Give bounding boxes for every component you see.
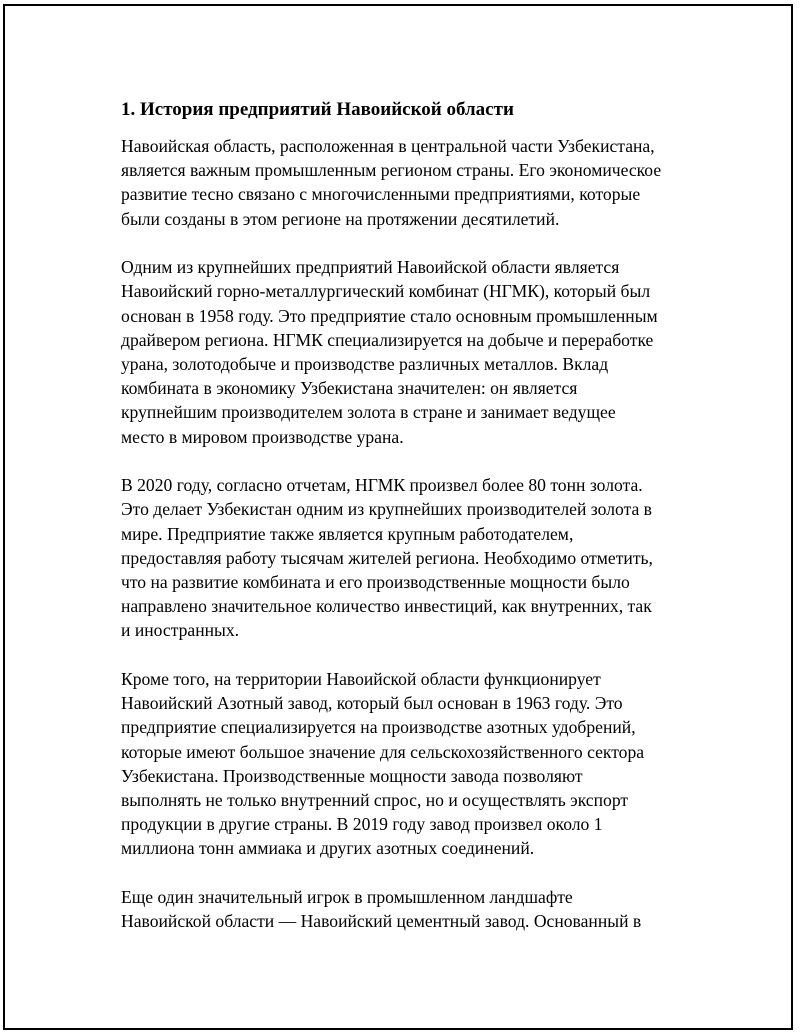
text-line: Навоийской области — Навоийский цементный завод. Основанный в: [121, 911, 642, 932]
text-line: комбината в экономику Узбекистана значителен: он является: [121, 378, 578, 399]
text-line: мире. Предприятие также является крупным работодателем,: [121, 523, 574, 544]
text-line: Это делает Узбекистан одним из крупнейших производителей золота в: [121, 499, 652, 520]
text-line: что на развитие комбината и его производственные мощности было: [121, 572, 630, 593]
text-line: Узбекистана. Производственные мощности завода позволяют: [121, 765, 583, 786]
text-line: является важным промышленным регионом страны. Его экономическое: [121, 160, 662, 181]
text-line: направлено значительное количество инвестиций, как внутренних, так: [121, 596, 652, 617]
page-frame: [3, 4, 793, 1030]
paragraph-2: [121, 255, 701, 449]
text-line: предоставляя работу тысячам жителей региона. Необходимо отметить,: [121, 547, 653, 568]
section-heading: 1. История предприятий Навоийской области: [121, 99, 514, 120]
text-line: и иностранных.: [121, 620, 240, 641]
text-line: основан в 1958 году. Это предприятие стало основным промышленным: [121, 305, 658, 326]
text-line: развитие тесно связано с многочисленными предприятиями, которые: [121, 184, 641, 205]
text-line: место в мировом производстве урана.: [121, 426, 404, 447]
document-body: [121, 98, 701, 958]
text-line: Кроме того, на территории Навоийской области функционирует: [121, 669, 601, 690]
text-line: Навоийский Азотный завод, который был основан в 1963 году. Это: [121, 693, 623, 714]
paragraph-5: [121, 885, 701, 933]
text-line: миллиона тонн аммиака и других азотных соединений.: [121, 838, 535, 859]
text-line: Еще один значительный игрок в промышленном ландшафте: [121, 887, 573, 908]
text-line: В 2020 году, согласно отчетам, НГМК произвел более 80 тонн золота.: [121, 475, 643, 496]
text-line: Одним из крупнейших предприятий Навоийской области является: [121, 257, 620, 278]
text-line: Навоийский горно-металлургический комбинат (НГМК), который был: [121, 281, 651, 302]
text-line: предприятие специализируется на производстве азотных удобрений,: [121, 717, 636, 738]
paragraph-1: [121, 134, 701, 231]
paragraph-3: [121, 473, 701, 642]
text-line: Навоийская область, расположенная в центральной части Узбекистана,: [121, 136, 655, 156]
paragraph-4: [121, 667, 701, 861]
text-line: драйвером региона. НГМК специализируется на добыче и переработке: [121, 329, 654, 350]
text-line: были созданы в этом регионе на протяжении десятилетий.: [121, 208, 560, 229]
text-line: урана, золотодобыче и производстве различных металлов. Вклад: [121, 354, 609, 375]
text-line: выполнять не только внутренний спрос, но и осуществлять экспорт: [121, 790, 629, 811]
text-line: крупнейшим производителем золота в стране и занимает ведущее: [121, 402, 616, 423]
text-line: продукции в другие страны. В 2019 году завод произвел около 1: [121, 814, 603, 835]
text-line: которые имеют большое значение для сельскохозяйственного сектора: [121, 741, 645, 762]
